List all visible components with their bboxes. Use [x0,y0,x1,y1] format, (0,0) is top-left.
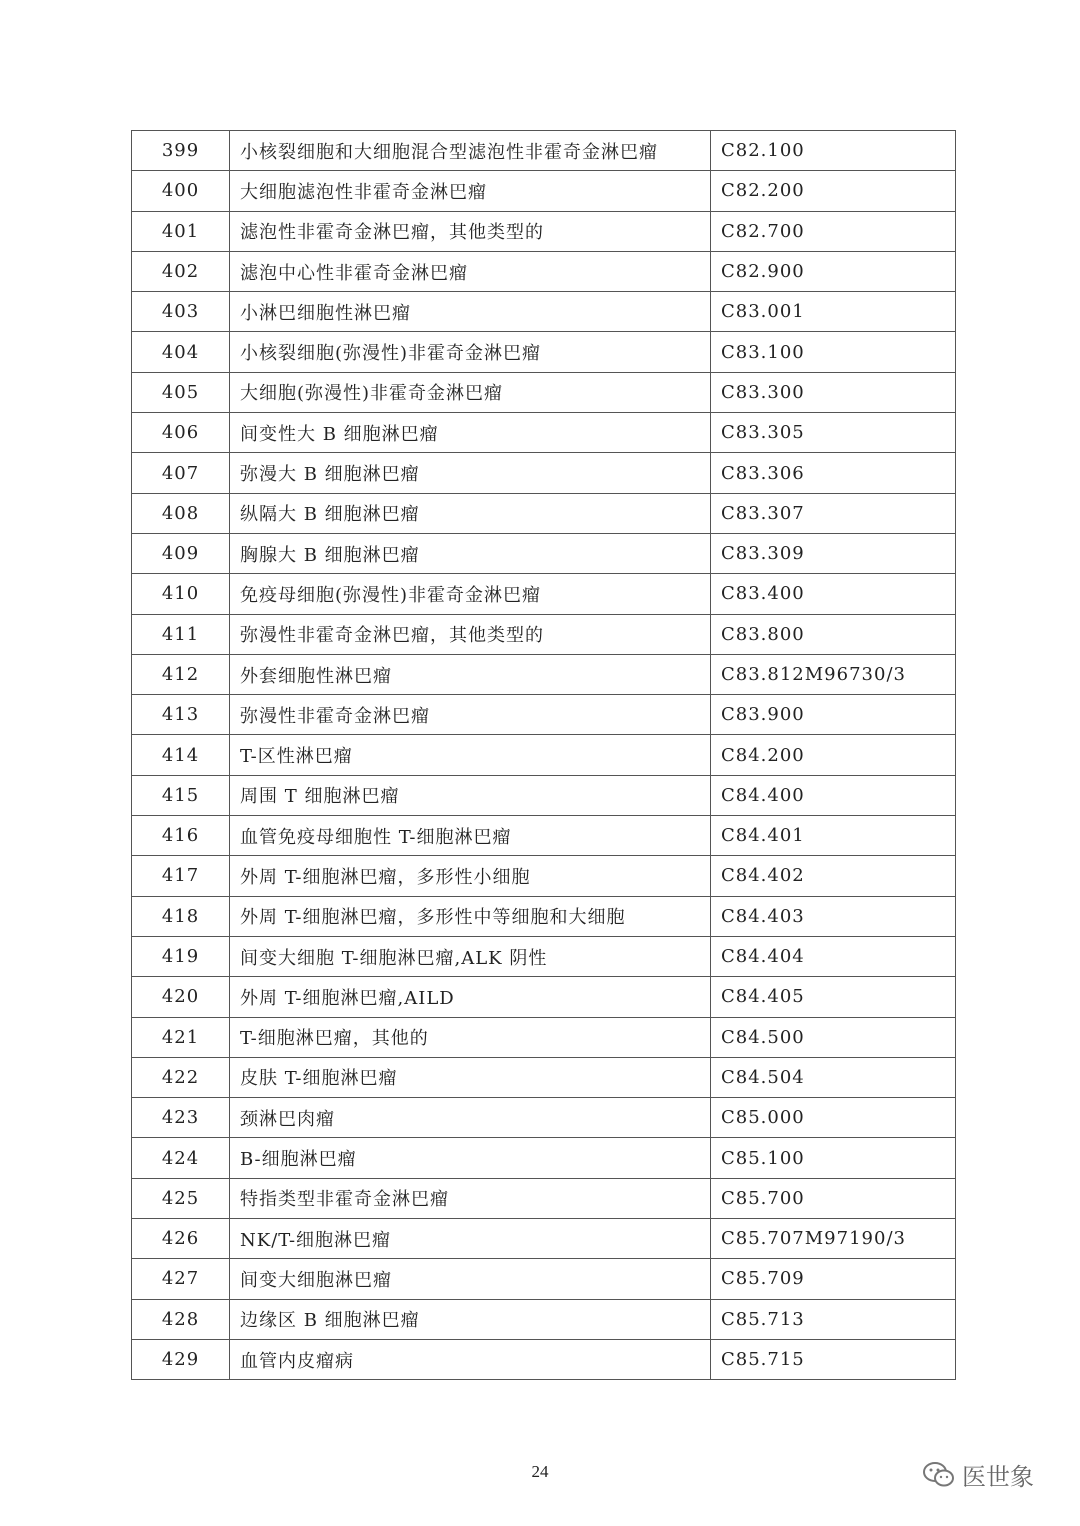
disease-code: C84.200 [711,735,956,775]
disease-name: B-细胞淋巴瘤 [230,1138,711,1178]
table-row [132,735,956,775]
table-row [132,574,956,614]
row-number: 416 [132,816,230,856]
disease-code: C84.504 [711,1057,956,1097]
row-number: 421 [132,1017,230,1057]
table-row [132,211,956,251]
table-row [132,614,956,654]
disease-code: C84.402 [711,856,956,896]
disease-code: C83.309 [711,533,956,573]
disease-name: T-细胞淋巴瘤，其他的 [230,1017,711,1057]
row-number: 422 [132,1057,230,1097]
disease-name: NK/T-细胞淋巴瘤 [230,1219,711,1259]
page-number: 24 [531,1462,549,1481]
disease-name: 特指类型非霍奇金淋巴瘤 [230,1178,711,1218]
row-number: 411 [132,614,230,654]
disease-code: C82.700 [711,211,956,251]
disease-code: C84.405 [711,977,956,1017]
table-row [132,936,956,976]
disease-name: 弥漫性非霍奇金淋巴瘤 [230,695,711,735]
disease-name: 血管内皮瘤病 [230,1339,711,1379]
table-row [132,896,956,936]
table-row [132,1259,956,1299]
table-row [132,1178,956,1218]
disease-name: 血管免疫母细胞性 T-细胞淋巴瘤 [230,816,711,856]
disease-name: 纵隔大 B 细胞淋巴瘤 [230,493,711,533]
row-number: 423 [132,1098,230,1138]
disease-code: C85.100 [711,1138,956,1178]
row-number: 425 [132,1178,230,1218]
row-number: 409 [132,533,230,573]
disease-name: 滤泡中心性非霍奇金淋巴瘤 [230,251,711,291]
table-row [132,1017,956,1057]
row-number: 410 [132,574,230,614]
table-row [132,251,956,291]
row-number: 415 [132,775,230,815]
disease-name: 免疫母细胞(弥漫性)非霍奇金淋巴瘤 [230,574,711,614]
table-row [132,453,956,493]
disease-name: 小淋巴细胞性淋巴瘤 [230,292,711,332]
disease-name: 外套细胞性淋巴瘤 [230,654,711,694]
disease-code: C83.001 [711,292,956,332]
disease-code: C85.000 [711,1098,956,1138]
row-number: 401 [132,211,230,251]
code-table [131,130,956,1380]
row-number: 406 [132,413,230,453]
table-row [132,332,956,372]
disease-code: C84.403 [711,896,956,936]
row-number: 405 [132,372,230,412]
disease-code: C82.100 [711,131,956,171]
disease-name: 弥漫大 B 细胞淋巴瘤 [230,453,711,493]
row-number: 399 [132,131,230,171]
table-row [132,372,956,412]
disease-code: C84.400 [711,775,956,815]
watermark-text: 医世象 [962,1463,1034,1491]
disease-code: C82.200 [711,171,956,211]
disease-name: 边缘区 B 细胞淋巴瘤 [230,1299,711,1339]
disease-code: C83.900 [711,695,956,735]
disease-name: 大细胞滤泡性非霍奇金淋巴瘤 [230,171,711,211]
table-row [132,1339,956,1379]
row-number: 426 [132,1219,230,1259]
table-row [132,533,956,573]
table-row [132,856,956,896]
table-row [132,1299,956,1339]
disease-code: C83.306 [711,453,956,493]
table-row [132,1057,956,1097]
table-row [132,131,956,171]
disease-name: 大细胞(弥漫性)非霍奇金淋巴瘤 [230,372,711,412]
disease-code: C85.709 [711,1259,956,1299]
watermark [922,1457,1034,1492]
table-row [132,1098,956,1138]
disease-name: 间变大细胞淋巴瘤 [230,1259,711,1299]
row-number: 427 [132,1259,230,1299]
table-row [132,816,956,856]
table-row [132,654,956,694]
table-row [132,413,956,453]
disease-code: C84.401 [711,816,956,856]
disease-code: C83.800 [711,614,956,654]
disease-code: C85.713 [711,1299,956,1339]
row-number: 407 [132,453,230,493]
row-number: 417 [132,856,230,896]
code-table-body [132,131,956,1380]
disease-code: C83.307 [711,493,956,533]
row-number: 404 [132,332,230,372]
table-row [132,493,956,533]
row-number: 429 [132,1339,230,1379]
disease-name: 弥漫性非霍奇金淋巴瘤，其他类型的 [230,614,711,654]
disease-code: C83.400 [711,574,956,614]
disease-code: C85.707M97190/3 [711,1219,956,1259]
row-number: 419 [132,936,230,976]
row-number: 414 [132,735,230,775]
disease-name: 间变性大 B 细胞淋巴瘤 [230,413,711,453]
disease-name: 外周 T-细胞淋巴瘤，多形性小细胞 [230,856,711,896]
disease-name: 胸腺大 B 细胞淋巴瘤 [230,533,711,573]
row-number: 424 [132,1138,230,1178]
table-row [132,1219,956,1259]
disease-name: 小核裂细胞(弥漫性)非霍奇金淋巴瘤 [230,332,711,372]
table-row [132,1138,956,1178]
disease-name: 周围 T 细胞淋巴瘤 [230,775,711,815]
table-row [132,292,956,332]
row-number: 413 [132,695,230,735]
disease-name: T-区性淋巴瘤 [230,735,711,775]
table-row [132,977,956,1017]
disease-code: C85.700 [711,1178,956,1218]
disease-name: 间变大细胞 T-细胞淋巴瘤,ALK 阴性 [230,936,711,976]
disease-code: C84.500 [711,1017,956,1057]
table-row [132,695,956,735]
disease-code: C83.812M96730/3 [711,654,956,694]
disease-code: C83.300 [711,372,956,412]
disease-code: C83.100 [711,332,956,372]
disease-code: C83.305 [711,413,956,453]
row-number: 420 [132,977,230,1017]
disease-code: C82.900 [711,251,956,291]
disease-name: 外周 T-细胞淋巴瘤，多形性中等细胞和大细胞 [230,896,711,936]
disease-name: 滤泡性非霍奇金淋巴瘤，其他类型的 [230,211,711,251]
table-row [132,171,956,211]
row-number: 412 [132,654,230,694]
row-number: 408 [132,493,230,533]
disease-code: C84.404 [711,936,956,976]
row-number: 403 [132,292,230,332]
wechat-icon [922,1461,956,1489]
disease-code: C85.715 [711,1339,956,1379]
disease-name: 小核裂细胞和大细胞混合型滤泡性非霍奇金淋巴瘤 [230,131,711,171]
disease-name: 颈淋巴肉瘤 [230,1098,711,1138]
row-number: 402 [132,251,230,291]
row-number: 418 [132,896,230,936]
disease-name: 皮肤 T-细胞淋巴瘤 [230,1057,711,1097]
row-number: 400 [132,171,230,211]
row-number: 428 [132,1299,230,1339]
disease-name: 外周 T-细胞淋巴瘤,AILD [230,977,711,1017]
table-row [132,775,956,815]
